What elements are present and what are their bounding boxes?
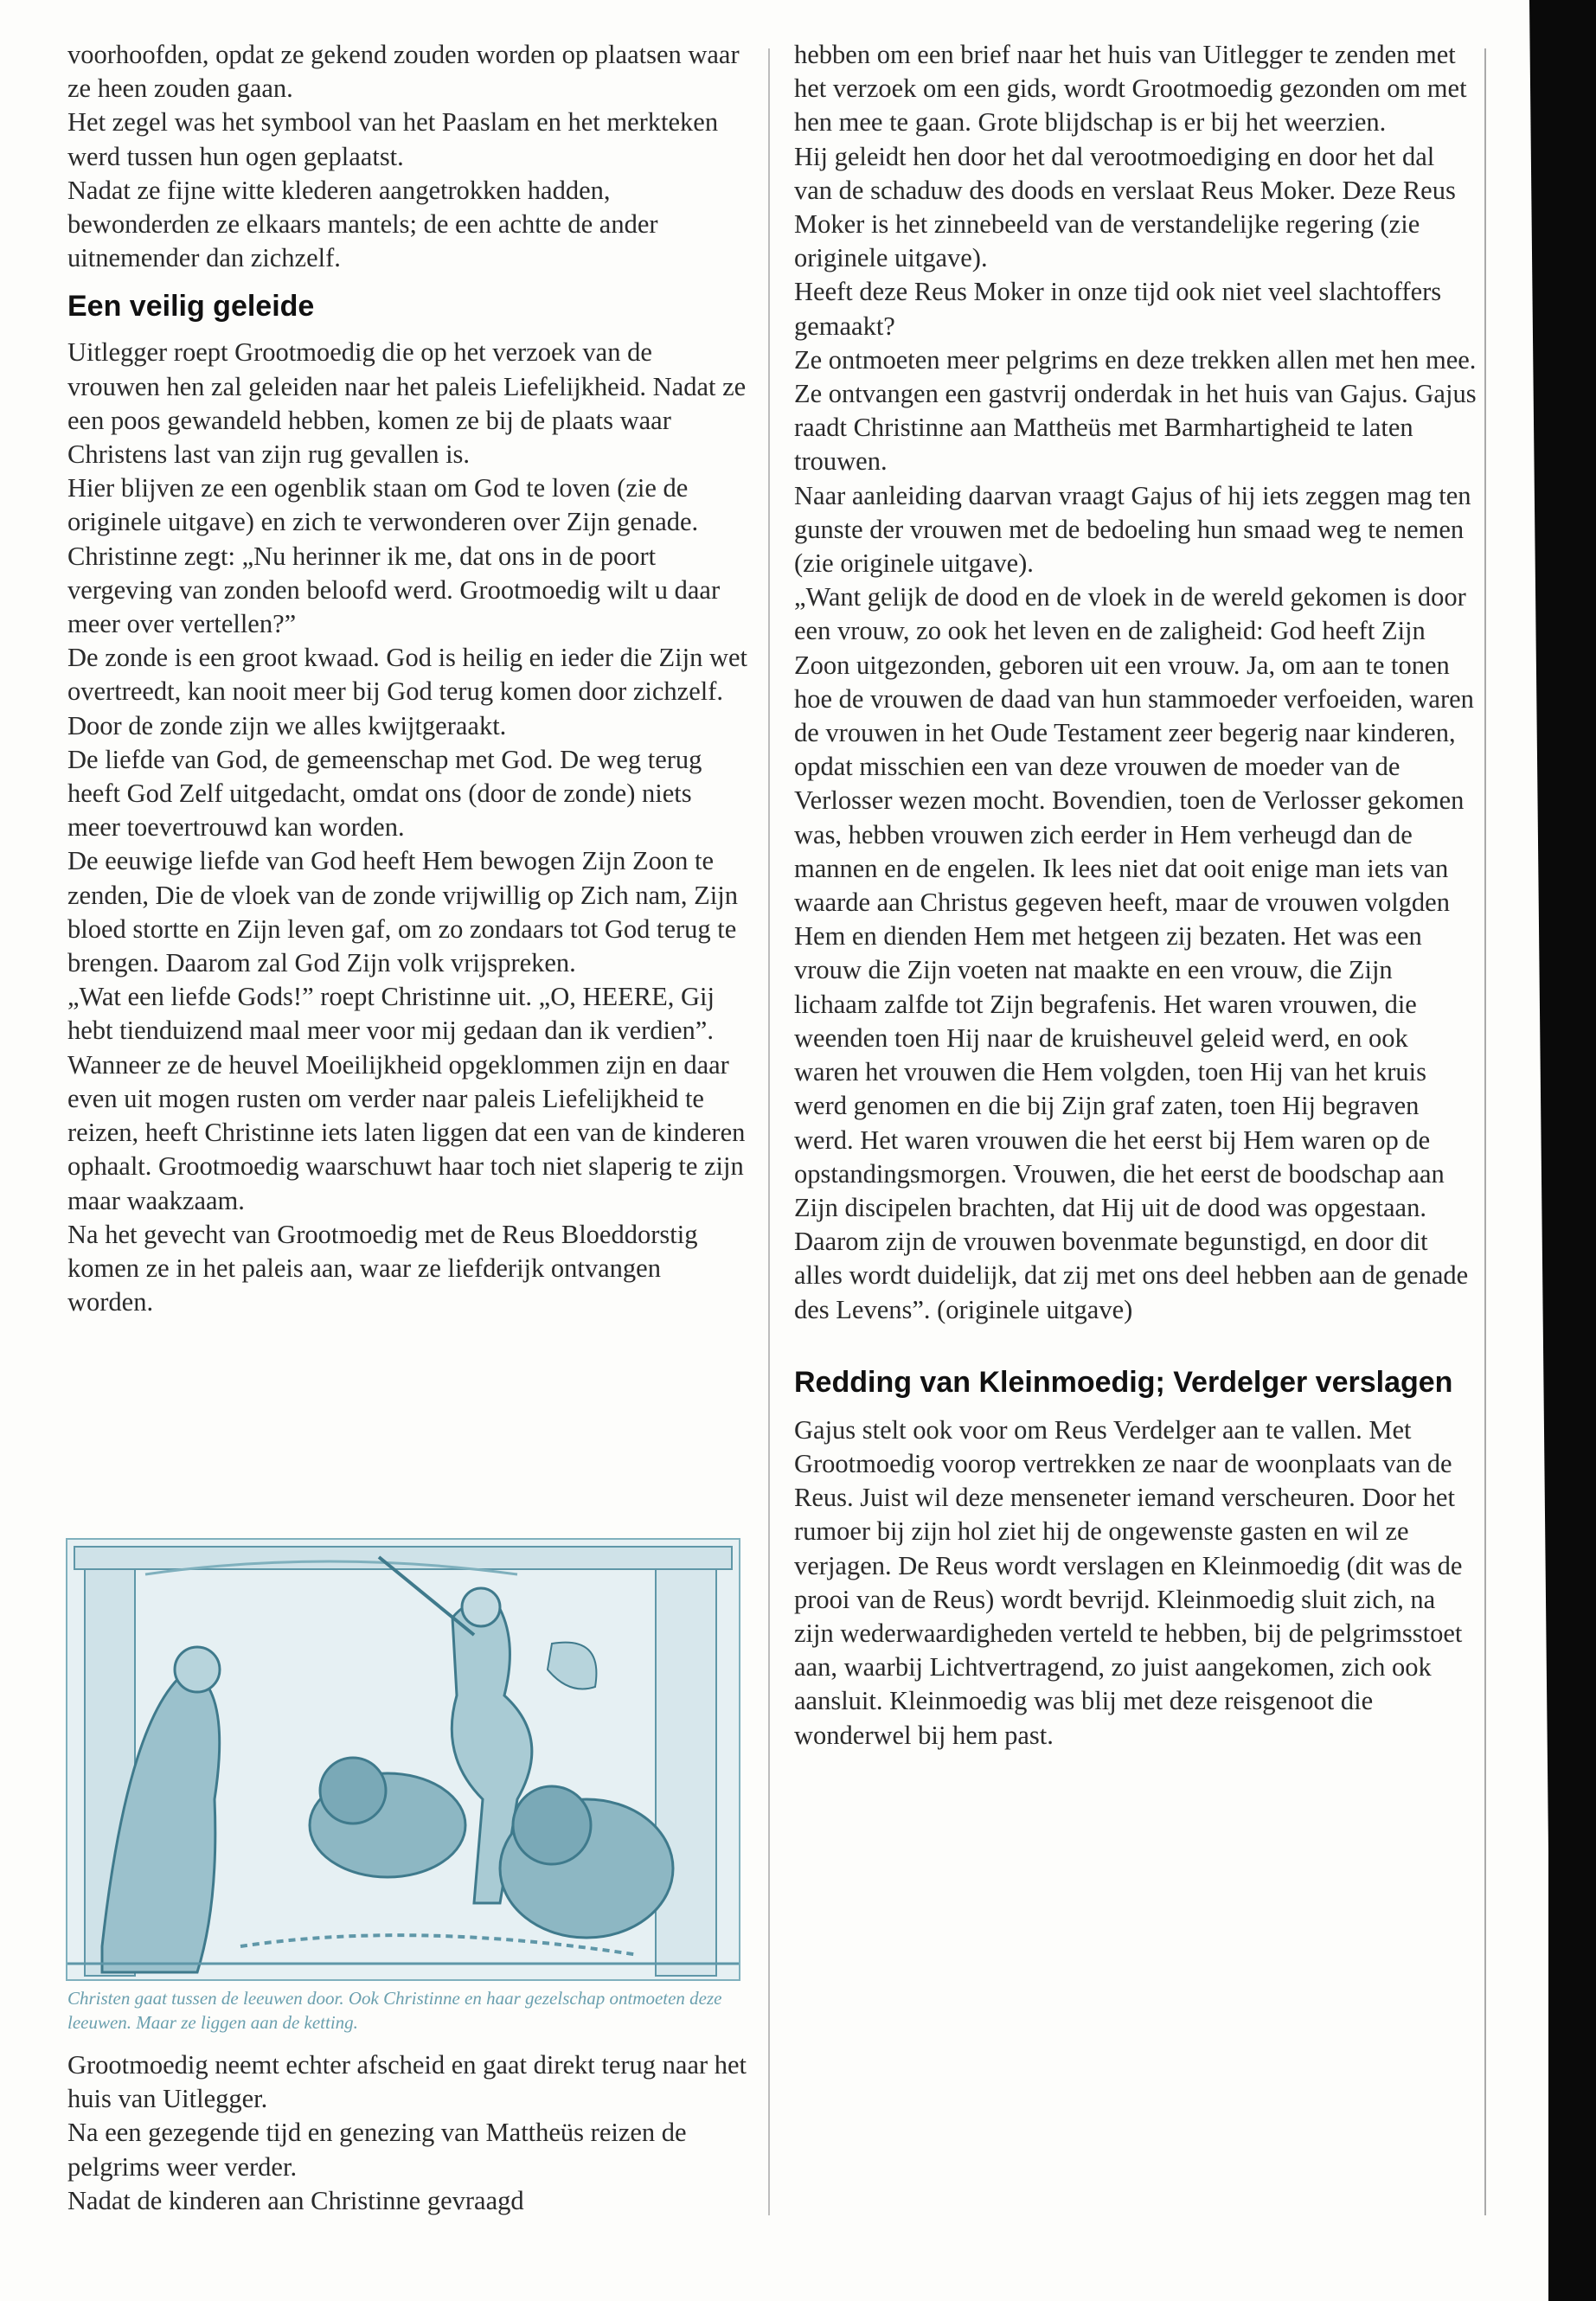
paragraph: Hij geleidt hen door het dal verootmoediging en door het dal van de schaduw des doods en verslaat Reus Moker. Deze Reus Moker is het zinnebeeld van de verstandelijke regering (zie originele uitgave). [794, 141, 1456, 273]
left-column [67, 38, 751, 1319]
paragraph: voorhoofden, opdat ze gekend zouden worden op plaatsen waar ze heen zouden gaan. [67, 40, 740, 104]
paragraph: Na een gezegende tijd en genezing van Mattheüs reizen de pelgrims weer verder. [67, 2118, 687, 2182]
column-divider [768, 48, 770, 2215]
paragraph: Gajus stelt ook voor om Reus Verdelger aan te vallen. Met Grootmoedig voorop vertrekken ze naar de woonplaats van de Reus. Juist wil deze menseneter iemand verscheuren. Door het rumoer bij zijn hol ziet hij de ongewenste gasten en wil ze verjagen. De Reus wordt verslagen en Kleinmoedig (dit was de prooi van de Reus) wordt bevrijd. Kleinmoedig sluit zich, na zijn wederwaardigheden verteld te hebben, bij de pelgrimsstoet aan, waarbij Lichtvertragend, zo juist aangekomen, zich ook aansluit. Kleinmoedig was blij met deze reisgenoot die wonderwel bij hem past. [794, 1414, 1463, 1750]
paragraph: Heeft deze Reus Moker in onze tijd ook niet veel slachtoffers gemaakt? [794, 277, 1442, 341]
lions-illustration [66, 1538, 740, 1981]
paragraph: De liefde van God, de gemeenschap met God. De weg terug heeft God Zelf uitgedacht, omdat ons (door de zonde) niets meer toevertrouwd kan worden. [67, 744, 702, 843]
paragraph: De zonde is een groot kwaad. God is heilig en ieder die Zijn wet overtreedt, kan nooit meer bij God terug komen door zichzelf. Door de zonde zijn we alles kwijtgeraakt. [67, 643, 747, 740]
paragraph: Het zegel was het symbool van het Paaslam en het merkteken werd tussen hun ogen geplaatst. [67, 107, 719, 171]
right-column [794, 38, 1477, 1753]
figure-caption: Christen gaat tussen de leeuwen door. Ook Christinne en haar gezelschap ontmoeten deze leeuwen. Maar ze liggen aan de ketting. [67, 1988, 722, 2033]
scan-shadow-bar [1548, 0, 1596, 2301]
paragraph: „Wat een liefde Gods!” roept Christinne uit. „O, HEERE, Gij hebt tienduizend maal meer voor mij gedaan dan ik verdien”. [67, 982, 715, 1046]
scan-shadow-wedge [1529, 0, 1548, 1851]
paragraph: Uitlegger roept Grootmoedig die op het verzoek van de vrouwen hen zal geleiden naar het paleis Liefelijkheid. Nadat ze een poos gewandeld hebben, komen ze bij de plaats waar Christens last van zijn rug gevallen is. [67, 337, 747, 470]
section-heading-veilig-geleide: Een veilig geleide [67, 290, 315, 324]
section-heading-redding-kleinmoedig: Redding van Kleinmoedig; Verdelger verslagen [794, 1365, 1453, 1399]
paragraph: Nadat ze fijne witte klederen aangetrokken hadden, bewonderden ze elkaars mantels; de een achtte de ander uitnemender dan zichzelf. [67, 175, 658, 273]
paragraph: Naar aanleiding daarvan vraagt Gajus of hij iets zeggen mag ten gunste der vrouwen met de bedoeling hun smaad weg te nemen (zie originele uitgave). [794, 480, 1471, 579]
paragraph: Christinne zegt: „Nu herinner ik me, dat ons in de poort vergeving van zonden beloofd werd. Grootmoedig wilt u daar meer over vertellen?” [67, 541, 721, 639]
paragraph: „Want gelijk de dood en de vloek in de wereld gekomen is door een vrouw, zo ook het leven en de zaligheid: God heeft Zijn Zoon uitgezonden, geboren uit een vrouw. Ja, om aan te tonen hoe de vrouwen de daad van hun stammoeder verfoeiden, waren de vrouwen in het Oude Testament zeer begerig naar kinderen, opdat misschien een van deze vrouwen de moeder van de Verlosser wezen mocht. Bovendien, toen de Verlosser gekomen was, hebben vrouwen zich eerder in Hem verheugd dan de mannen en de engelen. Ik lees niet dat ooit enige man iets van waarde aan Christus gegeven heeft, maar de vrouwen volgden Hem en dienden Hem met hetgeen zij bezaten. Het was een vrouw die Zijn voeten nat maakte en een vrouw, die Zijn lichaam zalfde tot Zijn begrafenis. Het waren vrouwen, die weenden toen Hij naar de kruisheuvel geleid werd, en ook waren het vrouwen die Hem volgden, toen Hij van het kruis werd genomen en die bij Zijn graf zaten, toen Hij begraven werd. Het waren vrouwen die het eerst bij Hem waren op de opstandingsmorgen. Vrouwen, die het eerst de boodschap aan Zijn discipelen brachten, dat Hij uit de dood was opgestaan. Daarom zijn de vrouwen bovenmate begunstigd, en door dit alles wordt duidelijk, dat zij met ons deel hebben aan de genade des Levens”. (originele uitgave) [794, 582, 1474, 1324]
engraving-image [67, 1540, 739, 1979]
paragraph: De eeuwige liefde van God heeft Hem bewogen Zijn Zoon te zenden, Die de vloek van de zonde vrijwillig op Zich nam, Zijn bloed stortte en Zijn leven gaf, om zo zondaars tot God terug te brengen. Daarom zal God Zijn volk vrijspreken. [67, 846, 738, 978]
paragraph: hebben om een brief naar het huis van Uitlegger te zenden met het verzoek om een gids, wordt Grootmoedig gezonden om met hen mee te gaan. Grote blijdschap is er bij het weerzien. [794, 40, 1467, 138]
paragraph: Wanneer ze de heuvel Moeilijkheid opgeklommen zijn en daar even uit mogen rusten om verder naar paleis Liefelijkheid te reizen, heeft Christinne iets laten liggen dat een van de kinderen ophaalt. Grootmoedig waarschuwt haar toch niet slaperig te zijn maar waakzaam. [67, 1049, 746, 1215]
paragraph: Na het gevecht van Grootmoedig met de Reus Bloeddorstig komen ze in het paleis aan, waar ze liefderijk ontvangen worden. [67, 1219, 698, 1317]
paragraph: Nadat de kinderen aan Christinne gevraagd [67, 2185, 524, 2215]
page-edge-line [1484, 48, 1486, 2215]
paragraph: Ze ontmoeten meer pelgrims en deze trekken allen met hen mee. Ze ontvangen een gastvrij onderdak in het huis van Gajus. Gajus raadt Christinne aan Mattheüs met Barmhartigheid te laten trouwen. [794, 344, 1477, 477]
paragraph: Hier blijven ze een ogenblik staan om God te loven (zie de originele uitgave) en zich te verwonderen over Zijn genade. [67, 473, 699, 537]
paragraph: Grootmoedig neemt echter afscheid en gaat direkt terug naar het huis van Uitlegger. [67, 2050, 747, 2114]
left-column-continuation [67, 2048, 751, 2218]
